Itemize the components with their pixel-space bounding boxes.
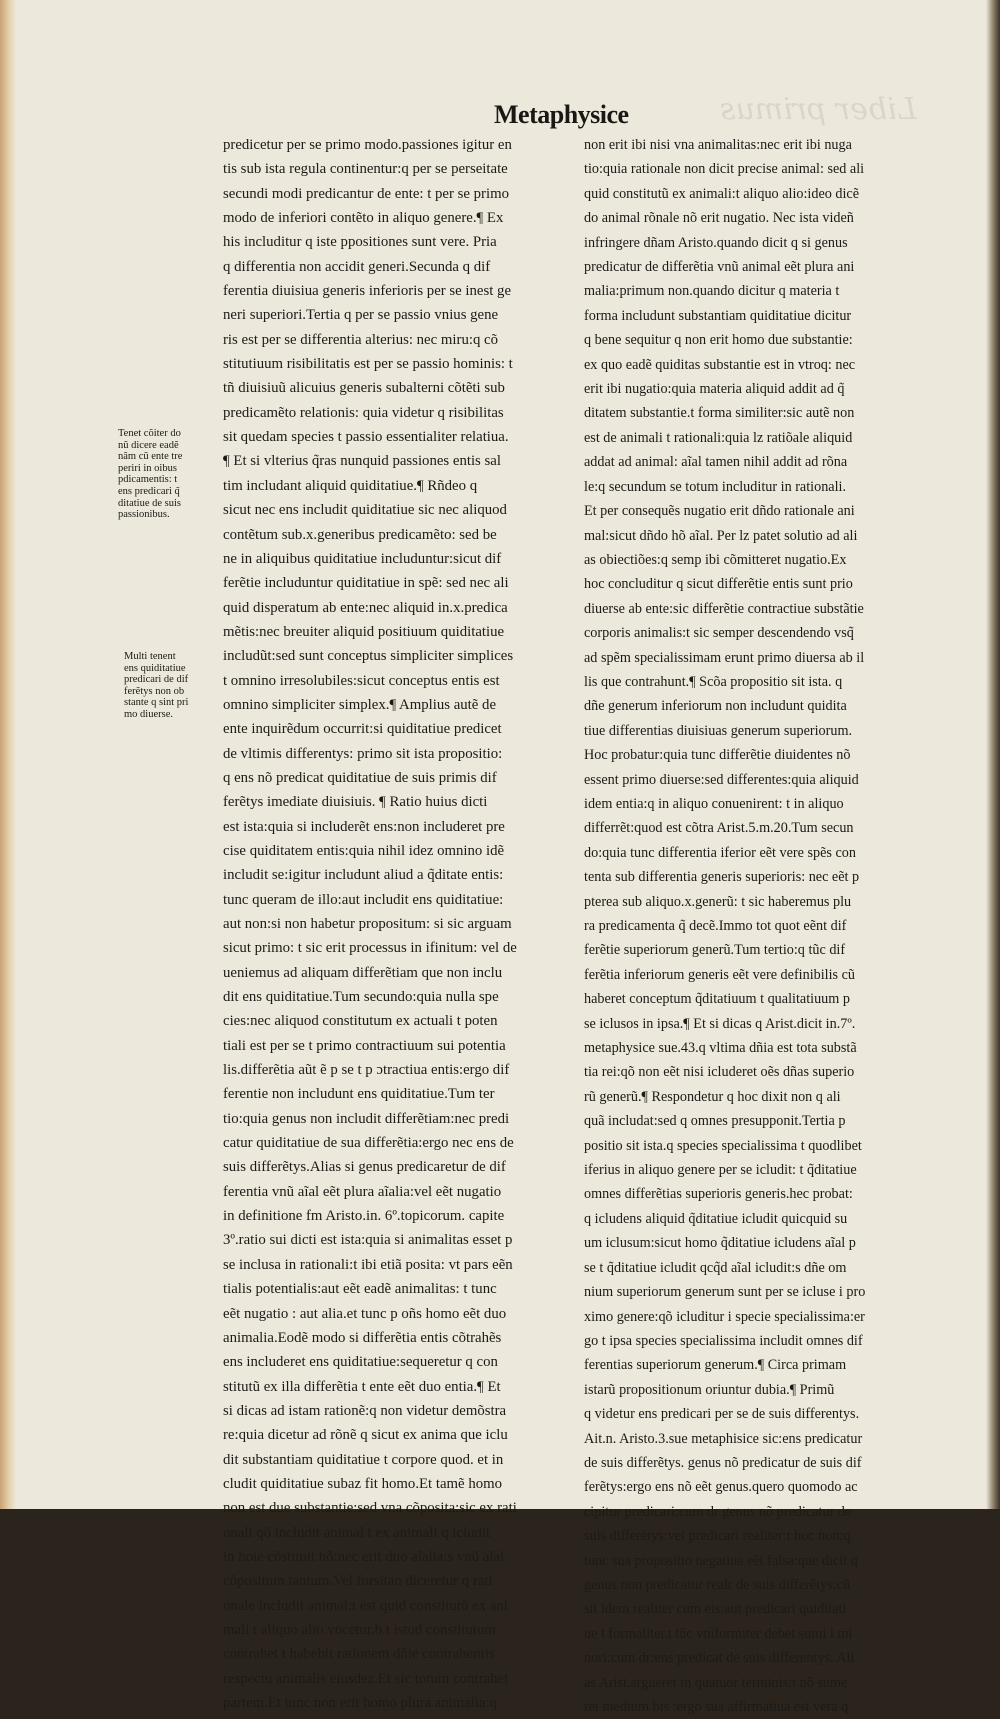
text-line: cies:nec aliquod constitutum ex actuali t poten xyxy=(223,1013,498,1030)
text-line: ad spẽm specialissimam erunt primo diuersa ab il xyxy=(584,649,865,666)
text-line: tio:quia rationale non dicit precise animal: sed ali xyxy=(584,161,865,178)
text-line: cise quiditatem entis:quia nihil idez omnino idẽ xyxy=(223,842,505,859)
text-line: secundi modi predicantur de ente: t per se primo xyxy=(223,185,509,202)
text-line: quã includat:sed q omnes presupponit.Tertia p xyxy=(584,1113,846,1130)
text-line: lis que contrahunt.¶ Scõa propositio sit ista. q xyxy=(584,673,843,690)
text-line: tialis potentialis:aut eẽt eadẽ animalitas: t tunc xyxy=(223,1281,497,1298)
text-line: haberet conceptum q̃ditatiuum t qualitatiuum p xyxy=(584,991,850,1008)
text-line: onale includit animal:t est quid constitutũ ex ani xyxy=(223,1597,508,1614)
text-line: si dicas ad istam rationẽ:q non videtur demõstra xyxy=(223,1402,507,1419)
text-line: ¶ Et si vlterius q̃ras nunquid passiones entis sal xyxy=(223,453,501,470)
text-line: ne in aliquibus quiditatiue includuntur:sicut dif xyxy=(223,550,502,567)
text-line: onali qõ includit animal t ex animali q icludit xyxy=(223,1524,491,1541)
text-line: ret medium bis :ergo sua affirmatiua est vera q xyxy=(584,1699,849,1715)
text-line: q bene sequitur q non erit homo due substantie: xyxy=(584,332,853,349)
text-line: go t ipsa species specialissima includit omnes dif xyxy=(584,1332,863,1349)
text-line: de suis differẽtys. genus nõ predicatur de suis dif xyxy=(584,1454,862,1471)
text-line: sicut primo: t sic erit processus in ifinitum: vel de xyxy=(223,940,517,957)
show-through-text: Liber primus xyxy=(720,92,917,127)
text-line: malia:primum non.quando dicitur q materia t xyxy=(584,283,840,300)
text-line: includũt:sed sunt conceptus simpliciter simplices xyxy=(223,648,514,665)
text-line: omnino simpliciter simplex.¶ Amplius autẽ de xyxy=(223,696,497,713)
text-line: ferẽtys imediate diuisiuis. ¶ Ratio huius dicti xyxy=(223,794,488,811)
text-line: positio sit ista.q species specialissima t quodlibet xyxy=(584,1137,862,1154)
text-line: tis sub ista regula continentur:q per se perseitate xyxy=(223,161,508,178)
text-line: in definitione fm Aristo.in. 6º.topicorum. capite xyxy=(223,1208,505,1225)
text-line: do:quia tunc differentia iferior eẽt vere spẽs con xyxy=(584,844,856,861)
text-line: neri superiori.Tertia q per se passio vnius gene xyxy=(223,307,499,324)
text-line: ferẽtia inferiorum generis eẽt vere definibilis cũ xyxy=(584,966,856,983)
text-column-right xyxy=(584,133,974,1719)
text-line: addat ad animal: aĩal tamen nihil addit ad rõna xyxy=(584,454,848,471)
text-line: ferentias superiorum generum.¶ Circa primam xyxy=(584,1357,847,1374)
text-line: ferẽtys:ergo ens nõ eẽt genus.quero quomodo ac xyxy=(584,1479,858,1496)
text-line: Et per consequẽs nugatio erit dñdo rationale ani xyxy=(584,503,855,520)
text-line: ra predicamenta q̃ decẽ.Immo tot quot eẽnt dif xyxy=(584,918,847,934)
text-line: tiali est per se t primo contractiuum sui potentia xyxy=(223,1037,506,1054)
text-line: ex quo eadẽ quiditas substantie est in vtroq: nec xyxy=(584,356,856,373)
text-line: sit quedam species t passio essentialiter relatiua. xyxy=(223,429,509,446)
text-line: mal:sicut dñdo hõ aĩal. Per lz patet solutio ad ali xyxy=(584,527,858,544)
text-line: tia rei:qõ non eẽt nisi icluderet oẽs dñas superio xyxy=(584,1064,855,1081)
text-line: pterea sub aliquo.x.generũ: t sic haberemus plu xyxy=(584,893,852,910)
text-line: predicatur de differẽtia vnũ animal eẽt plura ani xyxy=(584,259,855,276)
text-line: Ait.n. Aristo.3.sue metaphisice sic:ens predicatur xyxy=(584,1430,863,1447)
text-line: contrahet t habebit rationem dñie contrahentis xyxy=(223,1646,495,1663)
text-line: corporis animalis:t sic semper descendendo vsq̃ xyxy=(584,625,854,642)
text-line: se t q̃ditatiue icludit qcq̃d aĩal icludit:s dñe om xyxy=(584,1259,847,1276)
text-line: stitutiuum risibilitatis est per se passio hominis: t xyxy=(223,356,513,373)
text-line: q ens nõ predicat quiditatiue de suis primis dif xyxy=(223,769,497,786)
text-line: ferẽtie includuntur quiditatiue in spẽ: sed nec ali xyxy=(223,575,509,592)
text-line: cõpositum tantum.Vel forsitan diceretur q rati xyxy=(223,1573,493,1590)
text-line: metaphysice sue.43.q vltima dñia est tota substã xyxy=(584,1040,857,1057)
text-line: nori:cum dr:ens predicat de suis differentys. Ali xyxy=(584,1650,855,1667)
text-line: idem entia:q in aliquo conuenirent: t in aliquo xyxy=(584,795,844,812)
text-line: dit substantiam quiditatiue t corpore quod. et in xyxy=(223,1451,504,1468)
text-line: in hoie cõstituit hõ:nec erit duo aĩalia:s vnũ aĩal xyxy=(223,1548,505,1565)
text-line: ferentia vnũ aĩal eẽt plura aĩalia:vel eẽt nugatio xyxy=(223,1183,502,1200)
text-line: Hoc probatur:quia tunc differẽtie diuidentes nõ xyxy=(584,747,851,764)
text-line: quid constitutũ ex animali:t aliquo alio:ideo dicẽ xyxy=(584,185,860,202)
text-line: non est due substantie:sed vna cõposita:sic ex rati xyxy=(223,1500,517,1517)
text-line: mẽtis:nec breuiter aliquid positiuum quiditatiue xyxy=(223,623,505,640)
text-line: tunc queram de illo:aut includit ens quiditatiue: xyxy=(223,891,504,908)
marginal-note: Tenet cõiter do nũ dicere eadẽ nãm cũ ente tre periri in oibus pdicamentis: t ens predicari q̃ ditatiue de suis passionibus. xyxy=(118,428,183,521)
text-line: infringere dñam Aristo.quando dicit q si genus xyxy=(584,234,848,251)
text-line: le:q secundum se totum includitur in rationali. xyxy=(584,478,847,495)
text-line: est de animali t rationali:quia lz ratiõale aliquid xyxy=(584,429,853,446)
running-title: Metaphysice xyxy=(494,100,629,129)
page-edge xyxy=(986,0,1000,1509)
text-line: his includitur q iste ppositiones sunt vere. Pria xyxy=(223,234,497,251)
text-line: suis differẽtys.Alias si genus predicaretur de dif xyxy=(223,1159,506,1176)
text-line: 3º.ratio sui dicti est ista:quia si animalitas esset p xyxy=(223,1232,513,1249)
text-line: cipitur predicari:cum dr genus nõ predicatur de xyxy=(584,1503,852,1520)
text-line: lis.differẽtia aũt ẽ p se t p ɔtractiua entis:ergo dif xyxy=(223,1062,510,1079)
text-line: animalia.Eodẽ modo si differẽtia entis cõtrahẽs xyxy=(223,1329,502,1346)
text-line: ens includeret ens quiditatiue:sequeretur q con xyxy=(223,1354,498,1371)
text-line: forma includunt substantiam quiditatiue dicitur xyxy=(584,307,852,324)
text-line: dñe generum inferiorum non includunt quidita xyxy=(584,698,847,715)
text-line: ferentia diuisiua generis inferioris per se inest ge xyxy=(223,283,512,300)
text-line: suis differẽtys:vel predicari realiter:t hoc non:q xyxy=(584,1528,851,1545)
text-line: catur quiditatiue de sua differẽtia:ergo nec ens de xyxy=(223,1135,514,1152)
text-column-left xyxy=(223,133,573,1715)
text-line: predicetur per se primo modo.passiones igitur en xyxy=(223,137,512,153)
text-line: aut non:si non habetur propositum: si sic arguam xyxy=(223,916,512,932)
text-line: sit idem realiter cum eis:aut predicari quiditati xyxy=(584,1601,847,1618)
text-line: erit ibi nugatio:quia materia aliquid addit ad q̃ xyxy=(584,381,845,398)
marginal-note: Multi tenent ens quiditatiue predicari de dif ferẽtys non ob stante q sint pri mo diuerse. xyxy=(124,651,189,720)
text-line: ueniemus ad aliquam differẽtiam que non inclu xyxy=(223,964,503,981)
text-line: est ista:quia si includerẽt ens:non includeret pre xyxy=(223,818,505,835)
text-line: se inclusa in rationali:t ibi etiã posita: vt pars eẽn xyxy=(223,1256,513,1273)
text-line: um iclusum:sicut homo q̃ditatiue icludens aĩal p xyxy=(584,1235,856,1252)
text-line: ferentie non includunt ens quiditatiue.Tum ter xyxy=(223,1086,495,1103)
text-line: ue t formaliter.t tũc vniformiter debet sumi i mi xyxy=(584,1625,853,1642)
text-line: tenta sub differentia generis superioris: nec eẽt p xyxy=(584,869,860,886)
text-line: rũ generũ.¶ Respondetur q hoc dixit non q ali xyxy=(584,1088,841,1105)
text-line: tim includant aliquid quiditatiue.¶ Rñdeo q xyxy=(223,477,478,494)
text-line: modo de inferiori contẽto in aliquo genere.¶ Ex xyxy=(223,210,504,227)
text-line: tio:quia genus non includit differẽtiam:nec predi xyxy=(223,1110,510,1127)
text-line: q differentia non accidit generi.Secunda q dif xyxy=(223,258,491,275)
text-line: contẽtum sub.x.generibus predicamẽto: sed be xyxy=(223,526,497,543)
text-line: cludit quiditatiue subaz fit homo.Et tamẽ homo xyxy=(223,1475,503,1492)
text-line: non erit ibi nisi vna animalitas:nec erit ibi nuga xyxy=(584,137,852,153)
text-line: quid disperatum ab ente:nec aliquid in.x.predica xyxy=(223,599,508,616)
text-line: ditatem substantie.t forma similiter:sic autẽ non xyxy=(584,405,855,422)
text-line: sicut nec ens includit quiditatiue sic nec aliquod xyxy=(223,502,507,519)
text-line: respectu animalis eiusdez.Et sic totum contrahet xyxy=(223,1670,509,1687)
text-line: ente inquirẽdum occurrit:si quiditatiue predicet xyxy=(223,721,502,738)
text-line: mali t aliquo alio.vocetur.b.t istud constitutum xyxy=(223,1621,496,1638)
text-line: tñ diuisiuũ alicuius generis subalterni cõtẽti sub xyxy=(223,380,505,397)
text-line: q icludens aliquid q̃ditatiue icludit quicquid su xyxy=(584,1210,848,1227)
text-line: tiue differentias diuisiuas generum superiorum. xyxy=(584,722,853,739)
text-line: partem.Et tunc non erit homo plura animalia:q xyxy=(223,1695,498,1711)
text-line: hoc concluditur q sicut differẽtie entis sunt prio xyxy=(584,576,853,593)
text-line: tunc sua propositio negatiua eẽt falsa:que dicit q xyxy=(584,1552,858,1569)
text-line: re:quia dicetur ad rõnẽ q sicut ex anima que iclu xyxy=(223,1427,508,1444)
text-line: genus non predicatur realr de suis differẽtys:cũ xyxy=(584,1576,851,1593)
text-line: diuerse ab ente:sic differẽtie contractiue substãtie xyxy=(584,600,864,617)
text-line: de vltimis differentys: primo sit ista propositio: xyxy=(223,745,503,762)
text-line: iferius in aliquo genere per se icludit: t q̃ditatiue xyxy=(584,1162,857,1179)
text-line: do animal rõnale nõ erit nugatio. Nec ista videñ xyxy=(584,210,854,227)
text-line: as obiectiões:q semp ibi cõmitteret nugatio.Ex xyxy=(584,551,847,568)
text-line: nium superiorum generum sunt per se icluse i pro xyxy=(584,1284,866,1301)
text-line: se iclusos in ipsa.¶ Et si dicas q Arist.dicit in.7º. xyxy=(584,1015,856,1032)
text-line: essent primo diuerse:sed differentes:quia aliquid xyxy=(584,771,859,788)
text-line: t omnino irresolubiles:sicut conceptus entis est xyxy=(223,672,500,689)
text-line: istarũ propositionum oriuntur dubia.¶ Primũ xyxy=(584,1381,835,1398)
text-line: eẽt nugatio : aut alia.et tunc p oñs homo eẽt duo xyxy=(223,1305,507,1322)
text-line: predicamẽto relationis: quia videtur q risibilitas xyxy=(223,404,504,421)
gutter-edge xyxy=(0,0,16,1509)
text-line: omnes differẽtias superioris generis.hec probat: xyxy=(584,1186,853,1203)
text-line: ferẽtie superiorum generũ.Tum tertio:q tũc dif xyxy=(584,942,846,959)
text-line: q videtur ens predicari per se de suis differentys. xyxy=(584,1406,860,1423)
text-line: dit ens quiditatiue.Tum secundo:quia nulla spe xyxy=(223,989,499,1006)
text-line: as Arist.argueret in quatuor terminis:t nõ sume xyxy=(584,1674,848,1691)
text-line: stitutũ ex illa differẽtia t ente eẽt duo entia.¶ Et xyxy=(223,1378,501,1395)
text-line: includit se:igitur includunt aliud a q̃ditate entis: xyxy=(223,867,504,884)
text-line: ximo genere:qõ icluditur i specie specialissima:er xyxy=(584,1308,865,1325)
text-line: ris est per se differentia alterius: nec miru:q cõ xyxy=(223,331,499,348)
text-line: differrẽt:quod est cõtra Arist.5.m.20.Tum secun xyxy=(584,820,854,837)
